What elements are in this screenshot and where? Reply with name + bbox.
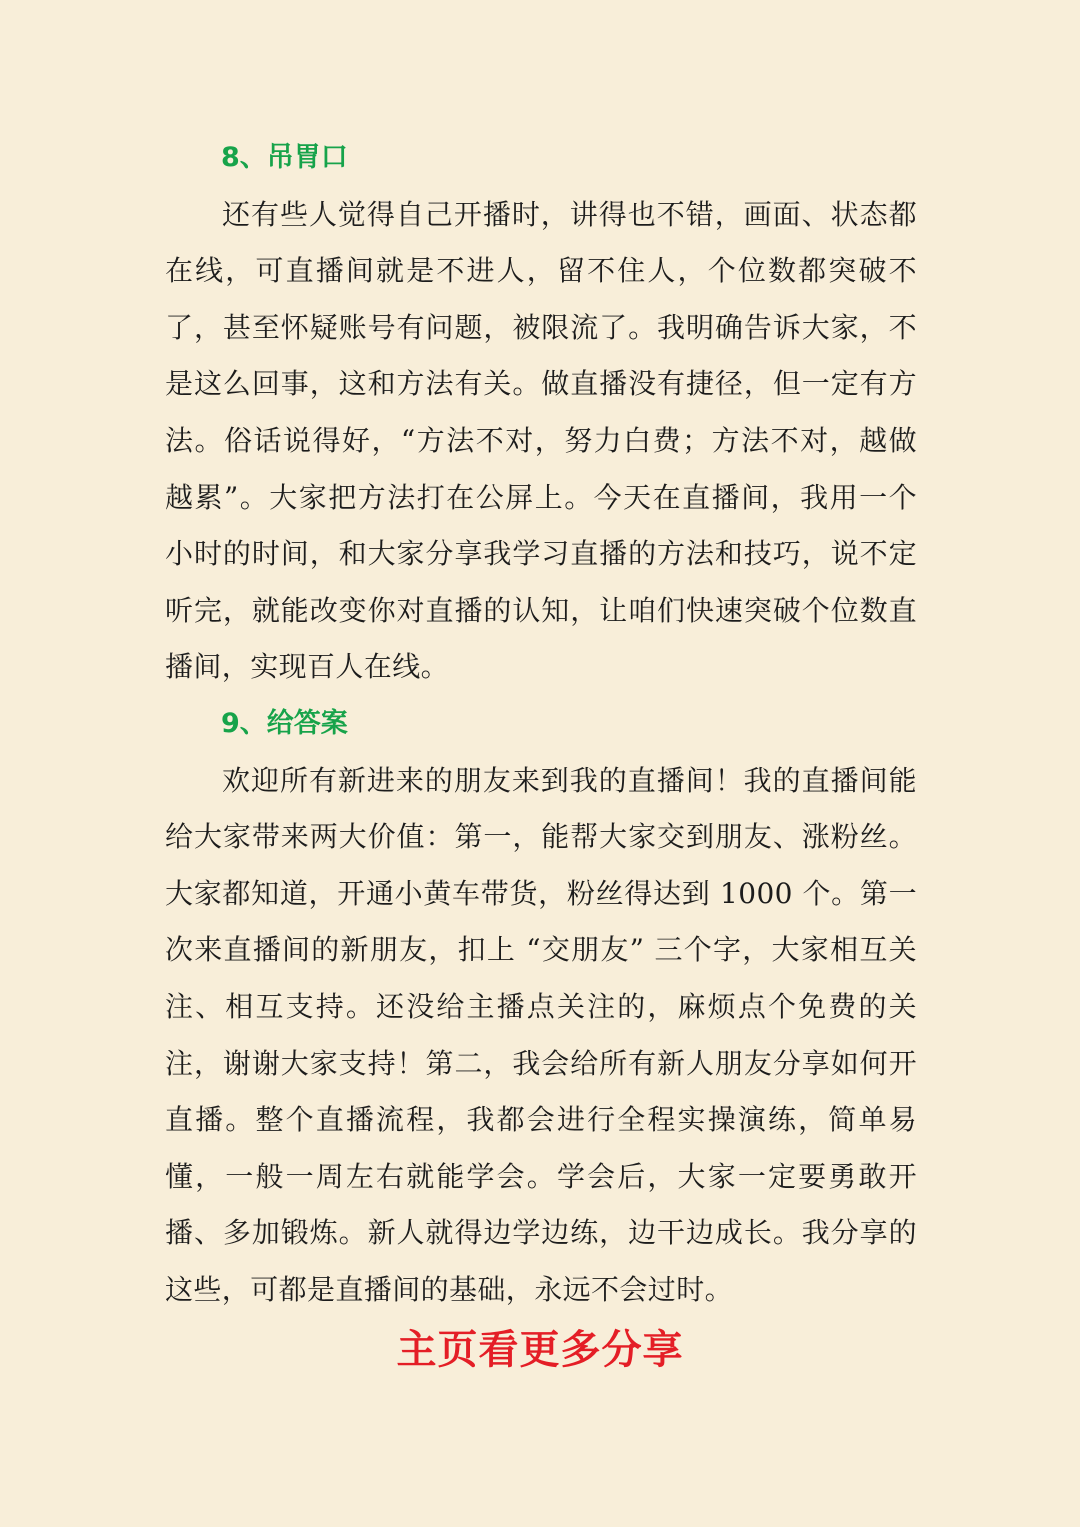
section-paragraph-9: 欢迎所有新进来的朋友来到我的直播间！我的直播间能给大家带来两大价值：第一，能帮大家交到朋友、涨粉丝。大家都知道，开通小黄车带货，粉丝得达到 1000 个。第一次来直播间的新朋友，扣上 “交朋友” 三个字，大家相互关注、相互支持。还没给主播点关注的，麻烦点个免费的关注，谢谢大家支持！第二，我会给所有新人朋友分享如何开直播。整个直播流程，我都会进行全程实操演练，简单易懂，一般一周左右就能学会。学会后，大家一定要勇敢开播、多加锻炼。新人就得边学边练，边干边成长。我分享的这些，可都是直播间的基础，永远不会过时。 — [165, 763, 917, 1306]
footer-call-to-action: 主页看更多分享 — [396, 1327, 684, 1373]
article-body — [165, 130, 917, 1318]
section-heading-9: 9、给答案 — [221, 707, 348, 739]
section-heading-8: 8、吊胃口 — [221, 142, 348, 173]
section-paragraph-8: 还有些人觉得自己开播时，讲得也不错，画面、状态都在线，可直播间就是不进人，留不住人，个位数都突破不了，甚至怀疑账号有问题，被限流了。我明确告诉大家，不是这么回事，这和方法有关。做直播没有捷径，但一定有方法。俗话说得好，“方法不对，努力白费；方法不对，越做越累”。大家把方法打在公屏上。今天在直播间，我用一个小时的时间，和大家分享我学习直播的方法和技巧，说不定听完，就能改变你对直播的认知，让咱们快速突破个位数直播间，实现百人在线。 — [165, 197, 917, 684]
